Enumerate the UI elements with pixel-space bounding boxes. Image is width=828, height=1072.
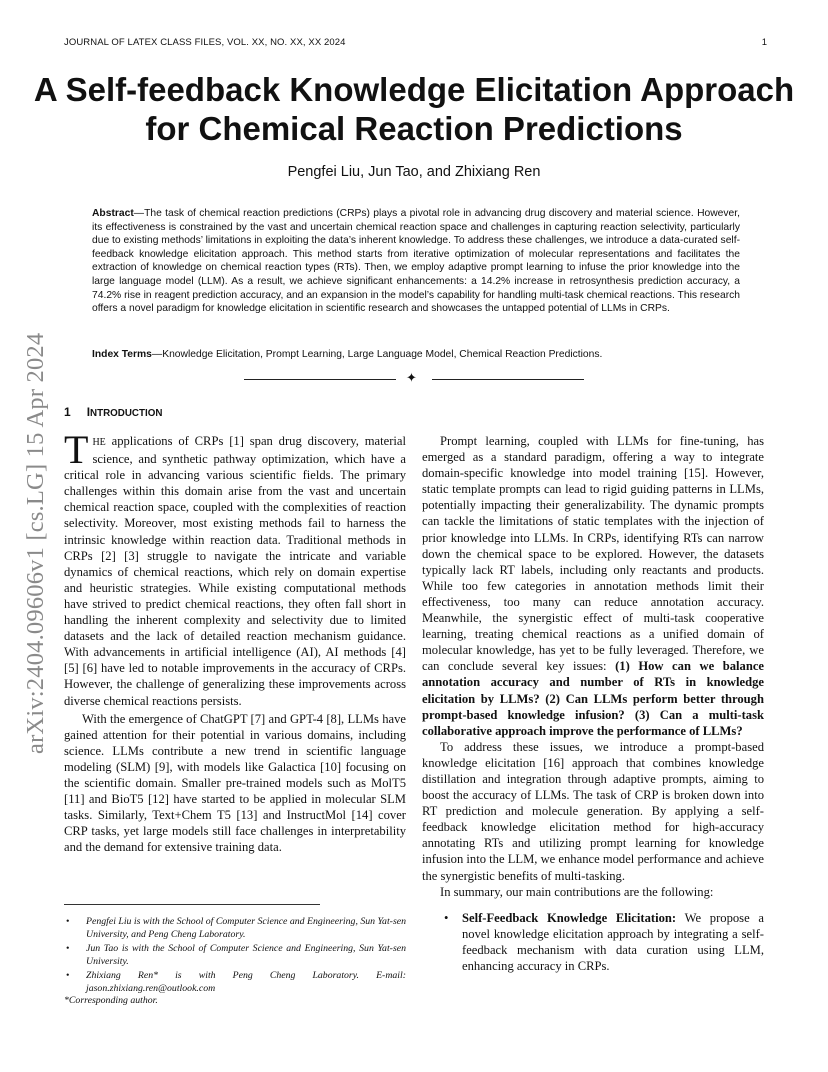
intro-paragraph-4: To address these issues, we introduce a prompt-based knowledge elicitation [16] approach that combines knowledge distillation and integration through adaptive prompts, aiming to boost the accuracy of LLMs. The task of CRP is broken down into RT prediction and molecule generation. By applying a self-feedback knowledge elicitation method for high-accuracy annotating RTs and utilizing prompt learning for knowledge infusion into the LLM, we enhance model performance and achieve the synergistic benefits of multi-tasking. [422, 739, 764, 883]
divider-rule-right [432, 379, 584, 380]
contribution-text: We propose a novel knowledge elicitation approach by integrating a self-feedback mechanism with data curation using LLM, enhancing accuracy in CRPs. [462, 910, 764, 973]
footnote-item: • Jun Tao is with the School of Computer Science and Engineering, Sun Yat-sen University. [64, 943, 406, 968]
intro-paragraph-1-text: applications of CRPs [1] span drug discovery, material science, and synthetic pathway optimization, which have a critical role in advancing various scientific fields. The primary challenges within this domain arise from the vast and uncertain chemical reaction space, coupled with the complexities of reaction selectivity. Moreover, most existing methods fail to harness the intrinsic knowledge within reaction data. Traditional methods in CRPs [2] [3] struggle to navigate the intricate and variable dynamics of chemical reactions, which rely on domain expertise and heuristic strategies. While existing computational methods have strived to predict chemical reactions, they often fall short in handling the inherent complexity and selectivity due to limited datasets and the lack of detailed reaction mechanism guidance. With advancements in artificial intelligence (AI), AI methods [4] [5] [6] have led to notable improvements in the accuracy of CRPs. However, the challenge of generalizing these improvements across diverse chemical reactions persists. [64, 434, 406, 708]
index-terms [92, 348, 740, 362]
corresponding-author-note: *Corresponding author. [64, 995, 158, 1006]
affiliation-footnotes [64, 916, 406, 998]
intro-paragraph-3-text: Prompt learning, coupled with LLMs for fine-tuning, has emerged as a standard paradigm, offering a way to integrate domain-specific knowledge into model training [15]. However, static template prompts can lead to rigid guiding patterns in LLMs, potentially impacting their generalizability. The dynamic prompts can tackle the limitations of static templates with the injection of prior knowledge into LLMs. In CRPs, identifying RTs can narrow down the chemical space to be explored. However, the datasets typically lack RT labels, including only reactants and products. While too few categories in annotation methods limit their effectiveness, too many can reduce annotation accuracy. Meanwhile, the synergistic effect of multi-task cooperative learning, treating chemical reactions as a unified domain of molecular knowledge, has yet to be fully leveraged. Therefore, we can conclude several key issues: [422, 434, 764, 674]
divider-star-icon: ✦ [406, 371, 417, 386]
page-number: 1 [761, 37, 767, 48]
footnote-rule [64, 904, 320, 905]
section-title-rest: NTRODUCTION [90, 408, 163, 419]
arxiv-identifier-stamp: arXiv:2404.09606v1 [cs.LG] 15 Apr 2024 [22, 332, 49, 754]
index-terms-text: —Knowledge Elicitation, Prompt Learning, Large Language Model, Chemical Reaction Predictions. [151, 349, 603, 360]
contribution-label: Self-Feedback Knowledge Elicitation: [462, 910, 677, 925]
abstract [92, 207, 740, 316]
index-terms-label: Index Terms [92, 349, 152, 360]
intro-paragraph-3 [422, 433, 764, 739]
footnote-item: • Pengfei Liu is with the School of Computer Science and Engineering, Sun Yat-sen University, and Peng Cheng Laboratory. [64, 916, 406, 941]
contribution-item [444, 910, 764, 974]
abstract-text: —The task of chemical reaction predictions (CRPs) plays a pivotal role in advancing drug discovery and material science. However, its effectiveness is constrained by the vast and uncertain chemical reaction space and challenges in capturing reaction selectivity, particularly due to existing methods’ limitations in exploiting the data’s inherent knowledge. To address these challenges, we introduce a data-curated self-feedback knowledge elicitation approach. This method starts from iterative optimization of molecular representations and facilitates the extraction of knowledge on chemical reaction types (RTs). Then, we employ adaptive prompt learning to infuse the prior knowledge into the large language model (LLM). As a result, we achieve significant enhancements: a 14.2% increase in retrosynthesis prediction accuracy, a 74.2% rise in reagent prediction accuracy, and an expansion in the model’s capability for handling multi-task chemical reactions. This research offers a novel paradigm for knowledge elicitation in scientific research and showcases the untapped potential of LLMs in CRPs. [92, 208, 740, 315]
right-column [422, 433, 764, 974]
section-number: 1 [64, 405, 71, 419]
intro-paragraph-5: In summary, our main contributions are the following: [440, 884, 714, 899]
author-list: Pengfei Liu, Jun Tao, and Zhixiang Ren [287, 164, 541, 180]
intro-paragraph-2: With the emergence of ChatGPT [7] and GPT-4 [8], LLMs have gained attention for their potential in various domains, including science. LLMs contribute a new trend in scientific language modeling (SLM) [9], with models like Galactica [10] focusing on the scientific domain. Smaller pre-trained models such as MolT5 [11] and BioT5 [12] have started to be applied in molecular SLM tasks. Similarly, Text+Chem T5 [13] and InstructMol [14] cover CRP tasks, yet large models still face challenges in interpretability and the demand for extensive training data. [64, 711, 406, 855]
divider-rule-left [244, 379, 396, 380]
contributions-list [422, 910, 764, 974]
section-heading-introduction [64, 405, 162, 419]
intro-paragraph-1 [64, 427, 406, 709]
section-divider [244, 371, 584, 386]
section-title-initial: I [86, 405, 91, 419]
left-column [64, 427, 406, 855]
drop-cap-rest: HE [92, 437, 106, 448]
footnote-item: • Zhixiang Ren* is with Peng Cheng Laboratory. E-mail: jason.zhixiang.ren@outlook.com [64, 970, 406, 995]
running-head: JOURNAL OF LATEX CLASS FILES, VOL. XX, NO. XX, XX 2024 [64, 37, 346, 48]
paper-title: A Self-feedback Knowledge Elicitation Approach for Chemical Reaction Predictions [33, 71, 795, 147]
drop-cap: T [64, 427, 89, 472]
key-issues-questions: (1) How can we balance annotation accuracy and number of RTs in knowledge elicitation by LLMs? (2) Can LLMs perform better through prompt-based knowledge infusion? (3) Can a multi-task collaborative approach improve the performance of LLMs? [422, 659, 764, 738]
abstract-label: Abstract [92, 208, 134, 219]
